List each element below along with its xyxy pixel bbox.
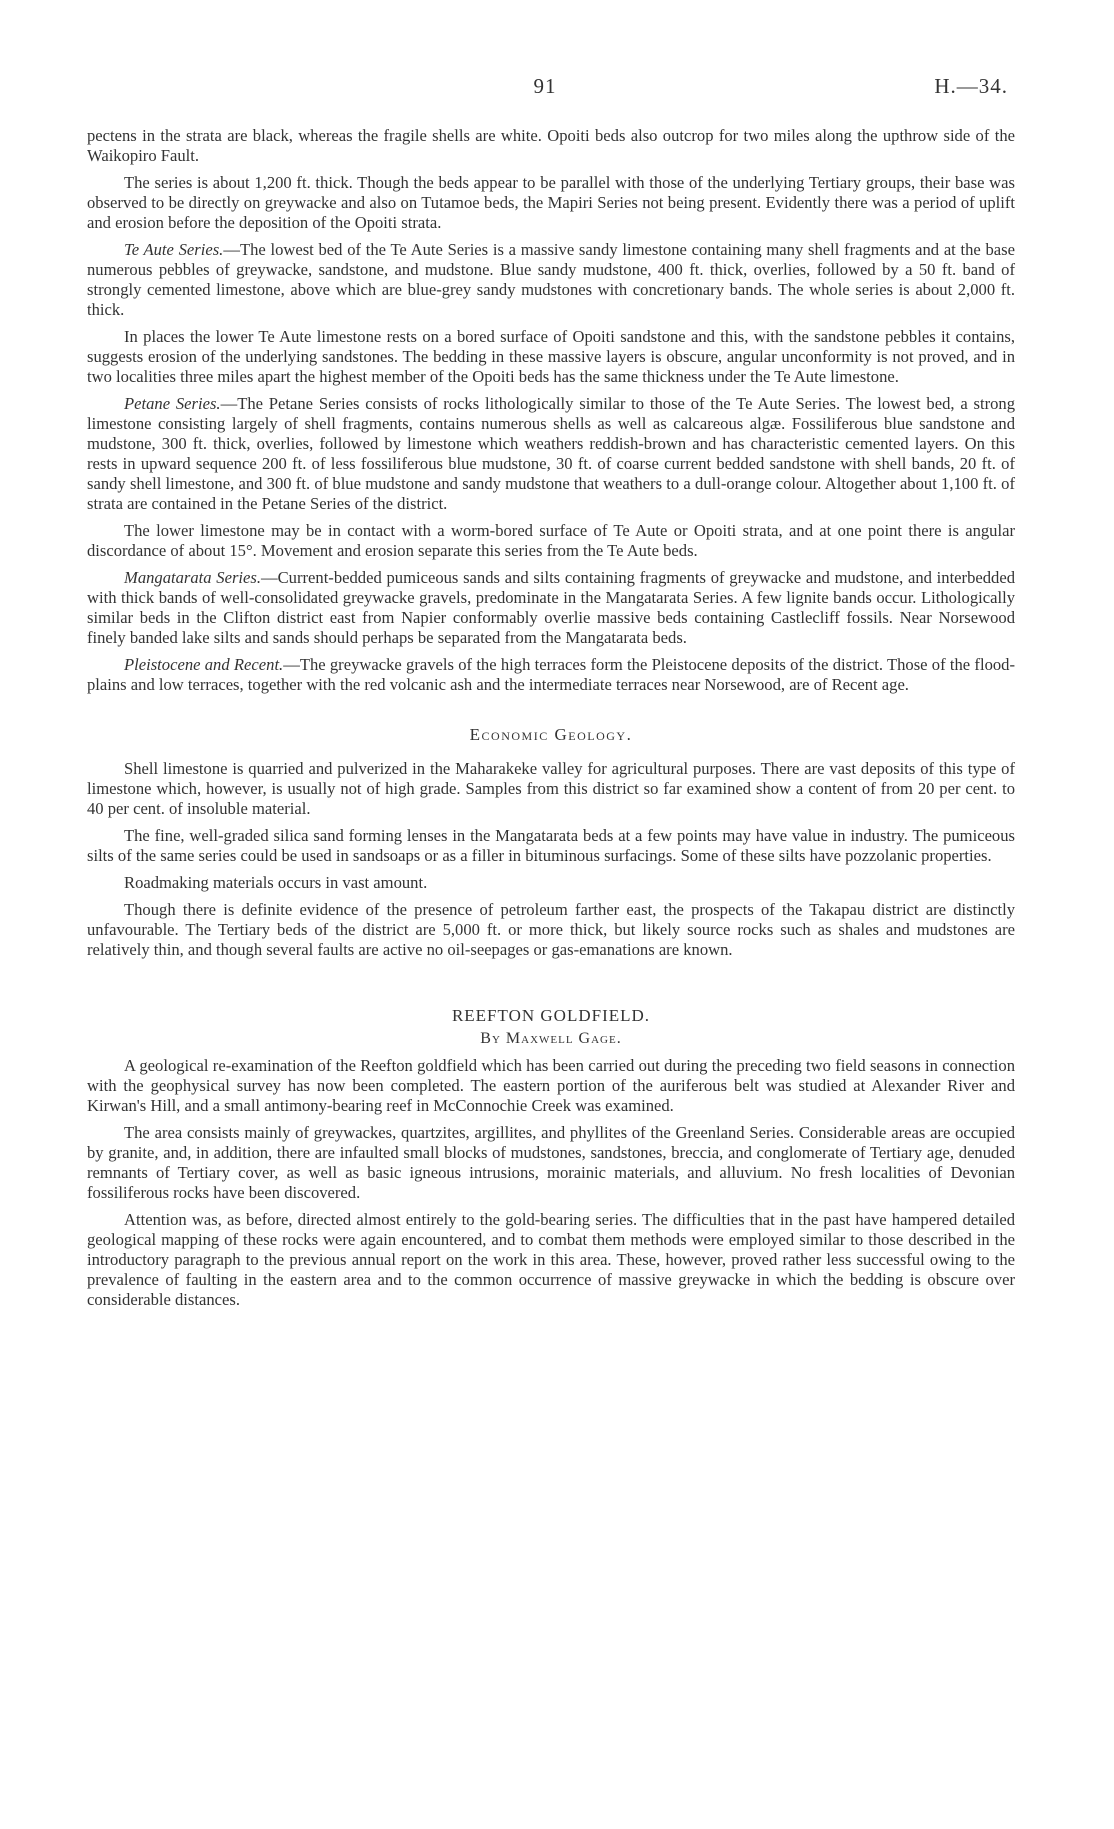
paragraph-petane-limestone: The lower limestone may be in contact with a worm-bored surface of Te Aute or Opoiti strata, and at one point there is angular discordance of about 15°. Movement and erosion separate this series from the Te Aute beds.	[87, 521, 1015, 560]
author-byline: By Maxwell Gage.	[480, 1030, 622, 1047]
page-header	[0, 74, 1114, 104]
paragraph-te-aute-limestone: In places the lower Te Aute limestone rests on a bored surface of Opoiti sandstone and this, with the sandstone pebbles it contains, suggests erosion of the underlying sandstones. The bedding in these massive layers is obscure, angular unconformity is not proved, and in two localities three miles apart the highest member of the Opoiti beds has the same thickness under the Te Aute limestone.	[87, 327, 1015, 386]
paragraph-petane-series	[87, 394, 1015, 514]
paragraph-pleistocene-recent	[87, 655, 1015, 695]
paragraph-mangatarata-series	[87, 568, 1015, 648]
page-number: 91	[533, 74, 557, 98]
section-heading-economic-geology: Economic Geology.	[469, 725, 633, 744]
paragraph-petroleum: Though there is definite evidence of the presence of petroleum farther east, the prospects of the Takapau district are distinctly unfavourable. The Tertiary beds of the district are 5,000 ft. or more thick, but likely source rocks such as shales and mudstones are relatively thin, and though several faults are active no oil-seepages or gas-emanations are known.	[87, 900, 1015, 959]
paragraph-roadmaking: Roadmaking materials occurs in vast amount.	[124, 873, 428, 892]
section-heading-reefton-goldfield: REEFTON GOLDFIELD.	[451, 1006, 651, 1025]
paragraph-te-aute-series	[87, 240, 1015, 320]
pleistocene-text: —The greywacke gravels of the high terraces form the Pleistocene deposits of the district. Those of the flood-plains and low terraces, together with the red volcanic ash and the intermediate terraces near Norsewood, are of Recent age.	[87, 655, 1015, 694]
pleistocene-heading: Pleistocene and Recent.	[124, 655, 284, 674]
document-reference: H.—34.	[934, 74, 1008, 98]
paragraph-reefton-reexamination: A geological re-examination of the Reefton goldfield which has been carried out during the preceding two field seasons in connection with the geophysical survey has now been completed. The eastern portion of the auriferous belt was studied at Alexander River and Kirwan's Hill, and a small antimony-bearing reef in McConnochie Creek was examined.	[87, 1056, 1015, 1115]
paragraph-reefton-area: The area consists mainly of greywackes, quartzites, argillites, and phyllites of the Greenland Series. Considerable areas are occupied by granite, and, in addition, there are infaulted small blocks of mudstones, sandstones, breccia, and conglomerate of Tertiary age, denuded remnants of Tertiary cover, as well as basic igneous intrusions, morainic materials, and alluvium. No fresh localities of Devonian fossiliferous rocks have been discovered.	[87, 1123, 1015, 1202]
petane-text: —The Petane Series consists of rocks lithologically similar to those of the Te Aute Series. The lowest bed, a strong limestone consisting largely of shell fragments, contains numerous shells as well as calcareous algæ. Fossiliferous blue sandstone and mudstone, 300 ft. thick, overlies, followed by limestone which weathers reddish-brown and has characteristic cemented layers. On this rests in upward sequence 200 ft. of less fossiliferous blue mudstone, 30 ft. of coarse current bedded sandstone with shell bands, 20 ft. of sandy shell limestone, and 300 ft. of blue mudstone and sandy mudstone that weathers to a dull-orange colour. Altogether about 1,100 ft. of strata are contained in the Petane Series of the district.	[87, 394, 1016, 513]
paragraph-opoiti-thickness: The series is about 1,200 ft. thick. Though the beds appear to be parallel with those of the underlying Tertiary groups, their base was observed to be directly on greywacke and also on Tutamoe beds, the Mapiri Series not being present. Evidently there was a period of uplift and erosion before the deposition of the Opoiti strata.	[87, 173, 1015, 232]
petane-heading: Petane Series.	[124, 394, 221, 413]
mangatarata-text: —Current-bedded pumiceous sands and silts containing fragments of greywacke and mudstone, and interbedded with thick bands of well-consolidated greywacke gravels, predominate in the Mangatarata Series. A few lignite bands occur. Lithologically similar beds in the Clifton district east from Napier conformably overlie massive beds containing Castlecliff fossils. Near Norsewood finely banded lake silts and sands should perhaps be separated from the Mangatarata beds.	[87, 568, 1015, 647]
te-aute-heading: Te Aute Series.	[124, 240, 224, 259]
te-aute-text: —The lowest bed of the Te Aute Series is a massive sandy limestone containing many shell fragments and at the base numerous pebbles of greywacke, sandstone, and mudstone. Blue sandy mudstone, 400 ft. thick, overlies, followed by a 50 ft. band of strongly cemented limestone, above which are blue-grey sandy mudstones with concretionary bands. The whole series is about 2,000 ft. thick.	[87, 240, 1015, 319]
paragraph-silica-sand: The fine, well-graded silica sand forming lenses in the Mangatarata beds at a few points may have value in industry. The pumiceous silts of the same series could be used in sandsoaps or as a filler in bituminous surfacings. Some of these silts have pozzolanic properties.	[87, 826, 1015, 865]
paragraph-shell-limestone: Shell limestone is quarried and pulverized in the Maharakeke valley for agricultural purposes. There are vast deposits of this type of limestone which, however, is usually not of high grade. Samples from this district so far examined show a content of from 20 per cent. to 40 per cent. of insoluble material.	[87, 759, 1015, 818]
paragraph-reefton-attention: Attention was, as before, directed almost entirely to the gold-bearing series. The difficulties that in the past have hampered detailed geological mapping of these rocks were again encountered, and to combat them methods were employed similar to those described in the introductory paragraph to the previous annual report on the work in this area. These, however, proved rather less successful owing to the prevalence of faulting in the eastern area and to the common occurrence of massive greywacke in which the bedding is obscure over considerable distances.	[87, 1210, 1015, 1309]
paragraph-opoiti-continued: pectens in the strata are black, whereas the fragile shells are white. Opoiti beds also outcrop for two miles along the upthrow side of the Waikopiro Fault.	[87, 126, 1015, 165]
page-body	[87, 126, 1015, 1317]
mangatarata-heading: Mangatarata Series.	[124, 568, 262, 587]
